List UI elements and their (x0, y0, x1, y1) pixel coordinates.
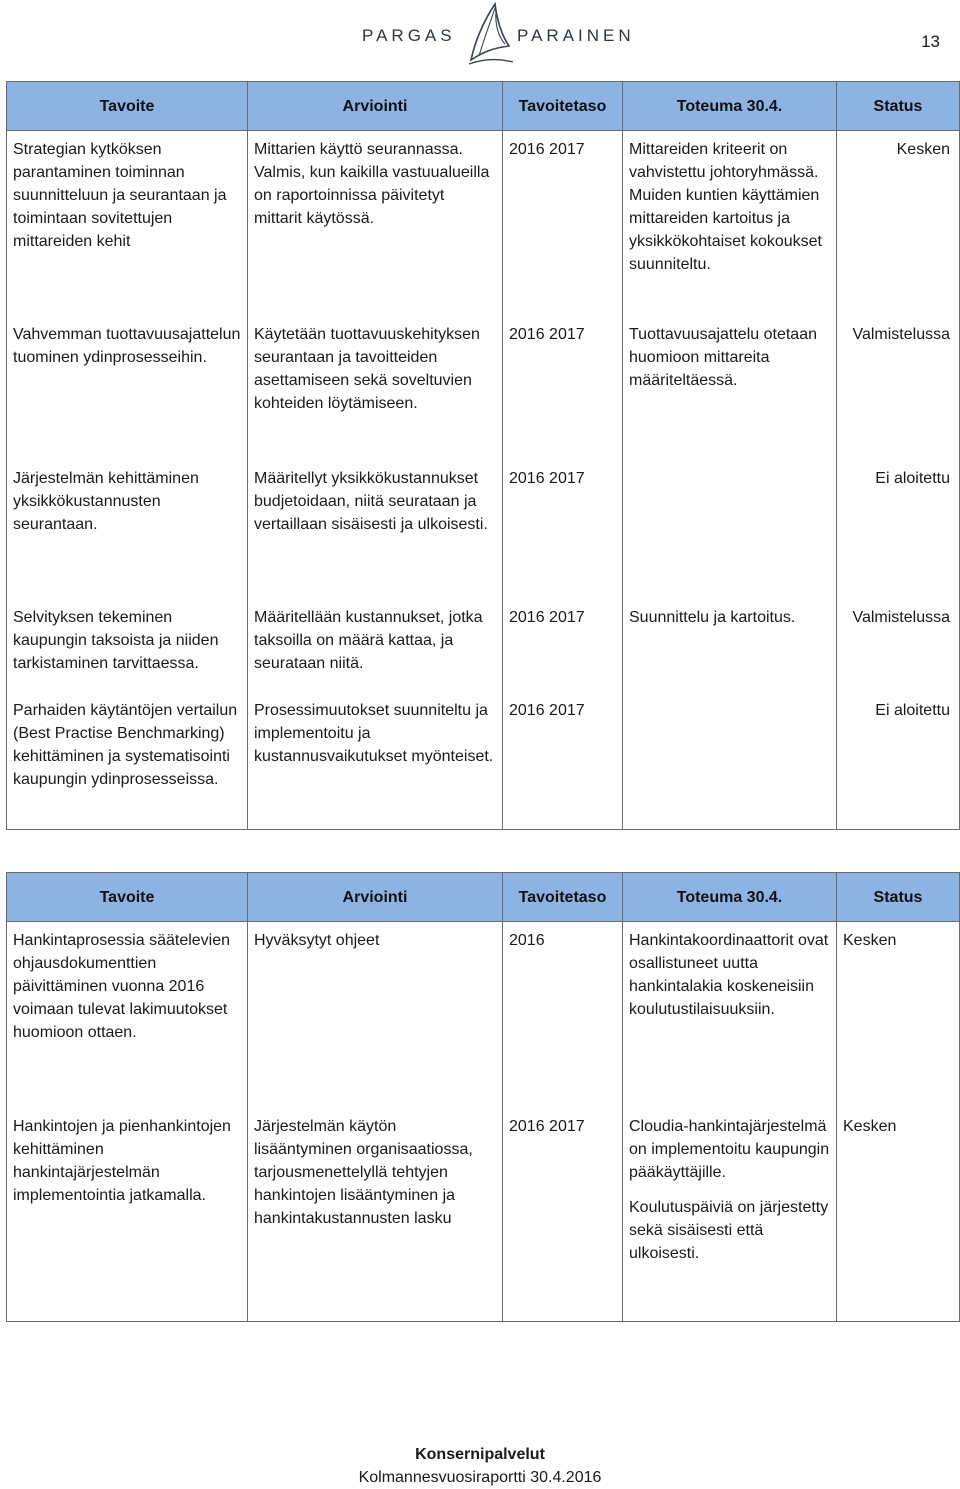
cell-status: Valmistelussa (837, 316, 960, 460)
footer-subtitle: Kolmannesvuosiraportti 30.4.2016 (358, 1469, 602, 1486)
cell-tavoitetaso: 2016 2017 (503, 692, 623, 830)
toteuma-text: Cloudia-hankintajärjestelmä on implementoitu kaupungin pääkäyttäjille. (629, 1117, 830, 1181)
cell-status: Ei aloitettu (837, 692, 960, 830)
cell-toteuma (623, 692, 837, 830)
page-number: 13 (921, 32, 940, 51)
cell-toteuma: Suunnittelu ja kartoitus. (623, 599, 837, 692)
logo-text-left: PARGAS (362, 26, 456, 45)
cell-tavoite: Vahvemman tuottavuusajattelun tuominen ydinprosesseihin. (7, 316, 248, 460)
cell-tavoitetaso: 2016 2017 (503, 599, 623, 692)
sail-logo-icon (465, 2, 515, 68)
table-row (7, 922, 960, 1108)
cell-arviointi: Käytetään tuottavuuskehityksen seurantaan ja tavoitteiden asettamiseen sekä soveltuvien kohteiden löytämiseen. (248, 316, 503, 460)
logo (0, 0, 960, 76)
cell-status: Ei aloitettu (837, 460, 960, 599)
column-header-tavoite: Tavoite (7, 82, 248, 131)
cell-tavoite: Hankintojen ja pienhankintojen kehittäminen hankintajärjestelmän implementointia jatkamalla. (7, 1108, 248, 1322)
toteuma-text: Hankintakoordinaattorit ovat osallistuneet uutta hankintalakia koskeneisiin koulutustilaisuuksiin. (629, 932, 829, 1018)
cell-arviointi: Järjestelmän käytön lisääntyminen organisaatiossa, tarjousmenettelyllä tehtyjen hankintojen lisääntyminen ja hankintakustannusten lasku (248, 1108, 503, 1322)
goals-table-2 (6, 872, 960, 1322)
cell-tavoitetaso: 2016 2017 (503, 460, 623, 599)
cell-toteuma (623, 922, 837, 1108)
column-header-status: Status (837, 873, 960, 922)
logo-text-right: PARAINEN (517, 26, 635, 45)
column-header-toteuma: Toteuma 30.4. (623, 82, 837, 131)
cell-status: Kesken (837, 1108, 960, 1322)
cell-status: Kesken (837, 922, 960, 1108)
goals-table-1 (6, 81, 960, 830)
cell-toteuma (623, 460, 837, 599)
cell-tavoite: Hankintaprosessia säätelevien ohjausdokumenttien päivittäminen vuonna 2016 voimaan tulevat lakimuutokset huomioon ottaen. (7, 922, 248, 1108)
table-row (7, 460, 960, 599)
cell-tavoite: Järjestelmän kehittäminen yksikkökustannusten seurantaan. (7, 460, 248, 599)
footer-title: Konsernipalvelut (415, 1446, 545, 1463)
cell-status: Valmistelussa (837, 599, 960, 692)
column-header-tavoitetaso: Tavoitetaso (503, 82, 623, 131)
table-row (7, 599, 960, 692)
column-header-arviointi: Arviointi (248, 873, 503, 922)
table-header-row (7, 82, 960, 131)
cell-arviointi: Mittarien käyttö seurannassa. Valmis, kun kaikilla vastuualueilla on raportoinnissa päivitetyt mittarit käytössä. (248, 131, 503, 316)
table-row (7, 316, 960, 460)
cell-tavoite: Parhaiden käytäntöjen vertailun (Best Practise Benchmarking) kehittäminen ja systematisointi kaupungin ydinprosesseissa. (7, 692, 248, 830)
table-row (7, 131, 960, 316)
cell-status: Kesken (837, 131, 960, 316)
column-header-status: Status (837, 82, 960, 131)
cell-tavoite: Selvityksen tekeminen kaupungin taksoista ja niiden tarkistaminen tarvittaessa. (7, 599, 248, 692)
cell-tavoitetaso: 2016 2017 (503, 131, 623, 316)
cell-toteuma (623, 1108, 837, 1322)
cell-arviointi: Prosessimuutokset suunniteltu ja implementoitu ja kustannusvaikutukset myönteiset. (248, 692, 503, 830)
table-row (7, 692, 960, 830)
cell-arviointi: Hyväksytyt ohjeet (248, 922, 503, 1108)
column-header-toteuma: Toteuma 30.4. (623, 873, 837, 922)
cell-toteuma: Mittareiden kriteerit on vahvistettu johtoryhmässä. Muiden kuntien käyttämien mittareiden kartoitus ja yksikkökohtaiset kokoukset suunniteltu. (623, 131, 837, 316)
cell-tavoitetaso: 2016 (503, 922, 623, 1108)
cell-tavoitetaso: 2016 2017 (503, 316, 623, 460)
toteuma-text-2: Koulutuspäiviä on järjestetty sekä sisäisesti että ulkoisesti. (629, 1198, 829, 1262)
table-header-row (7, 873, 960, 922)
column-header-arviointi: Arviointi (248, 82, 503, 131)
cell-arviointi: Määritellään kustannukset, jotka taksoilla on määrä kattaa, ja seurataan niitä. (248, 599, 503, 692)
column-header-tavoite: Tavoite (7, 873, 248, 922)
cell-arviointi: Määritellyt yksikkökustannukset budjetoidaan, niitä seurataan ja vertaillaan sisäisesti ja ulkoisesti. (248, 460, 503, 599)
cell-tavoite: Strategian kytköksen parantaminen toiminnan suunnitteluun ja seurantaan ja toimintaan sovitettujen mittareiden kehit (7, 131, 248, 316)
table-row (7, 1108, 960, 1322)
cell-toteuma: Tuottavuusajattelu otetaan huomioon mittareita määriteltäessä. (623, 316, 837, 460)
column-header-tavoitetaso: Tavoitetaso (503, 873, 623, 922)
cell-tavoitetaso: 2016 2017 (503, 1108, 623, 1322)
